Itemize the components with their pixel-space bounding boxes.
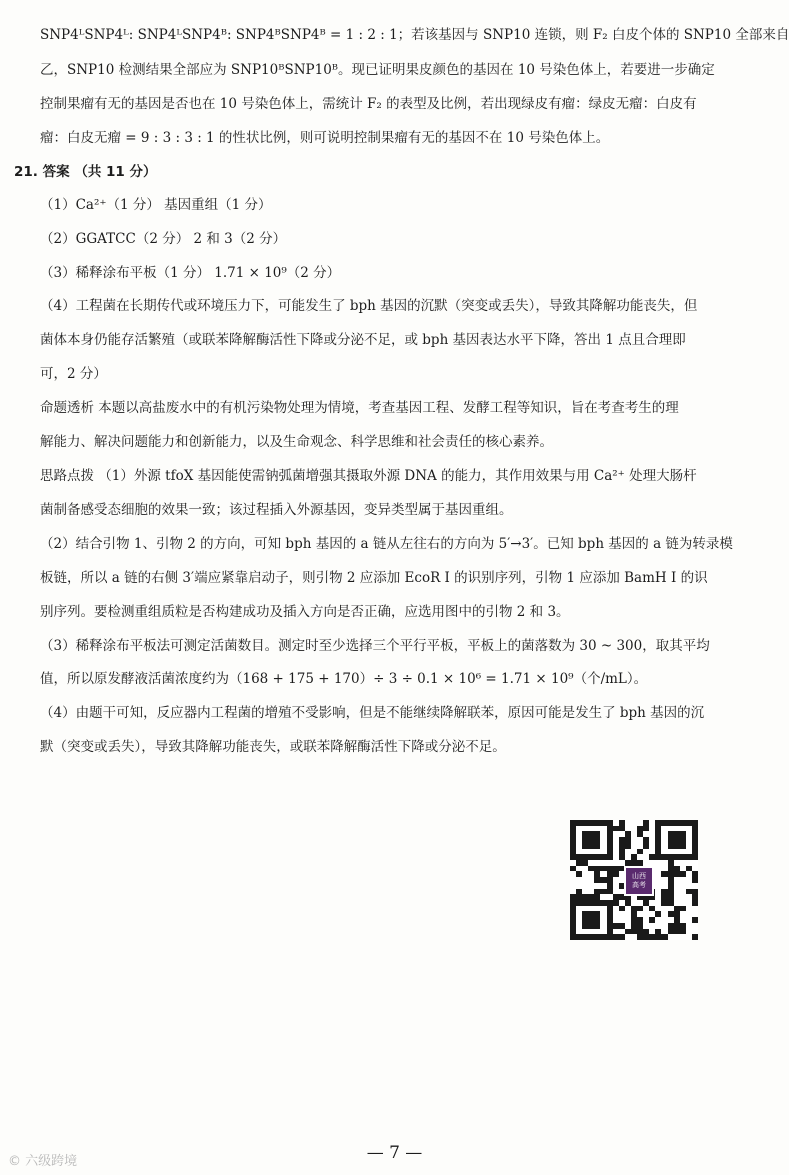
hint-paragraph: 思路点拨 （1）外源 tfoX 基因能使需钠弧菌增强其摄取外源 DNA 的能力，其作用效果与用 Ca²⁺ 处理大肠杆 [40, 468, 697, 484]
text-line: 可，2 分） [40, 366, 107, 382]
analysis-paragraph: 命题透析 本题以高盐废水中的有机污染物处理为情境，考查基因工程、发酵工程等知识，旨在考查考生的理 [40, 400, 679, 416]
text-line: 控制果瘤有无的基因是否也在 10 号染色体上，需统计 F₂ 的表型及比例，若出现绿皮有瘤：绿皮无瘤：白皮有 [40, 96, 697, 112]
text-line: 板链，所以 a 链的右侧 3′端应紧靠启动子，则引物 2 应添加 EcoR Ⅰ 的识别序列，引物 1 应添加 BamH Ⅰ 的识 [40, 570, 708, 586]
text-line: 默（突变或丢失），导致其降解功能丧失，或联苯降解酶活性下降或分泌不足。 [40, 739, 506, 755]
text-line: 值，所以原发酵液活菌浓度约为（168 + 175 + 170）÷ 3 ÷ 0.1 × 10⁶ = 1.71 × 10⁹（个/mL）。 [40, 671, 648, 687]
text-line: 乙，SNP10 检测结果全部应为 SNP10ᴮSNP10ᴮ。现已证明果皮颜色的基因在 10 号染色体上，若要进一步确定 [40, 62, 715, 78]
text-line: 别序列。要检测重组质粒是否构建成功及插入方向是否正确，应选用图中的引物 2 和 3。 [40, 604, 570, 620]
text-line: （3）稀释涂布平板法可测定活菌数目。测定时至少选择三个平行平板，平板上的菌落数为 30 ~ 300，取其平均 [40, 638, 710, 654]
answer-1: （1）Ca²⁺（1 分） 基因重组（1 分） [40, 197, 272, 213]
text-line: 解能力、解决问题能力和创新能力，以及生命观念、科学思维和社会责任的核心素养。 [40, 434, 553, 450]
qr-logo: 山西 高考 [624, 866, 654, 896]
answer-4: （4）工程菌在长期传代或环境压力下，可能发生了 bph 基因的沉默（突变或丢失），导致其降解功能丧失，但 [40, 298, 698, 314]
text-line: SNP4ᴸSNP4ᴸ: SNP4ᴸSNP4ᴮ: SNP4ᴮSNP4ᴮ = 1 : 2 : 1；若该基因与 SNP10 连锁，则 F₂ 白皮个体的 SNP10 全部来自 [40, 27, 789, 43]
answer-3: （3）稀释涂布平板（1 分） 1.71 × 10⁹（2 分） [40, 265, 341, 281]
question-21-heading: 21. 答案 （共 11 分） [14, 164, 157, 180]
text-line: 菌制备感受态细胞的效果一致；该过程插入外源基因，变异类型属于基因重组。 [40, 502, 513, 518]
page-number: — 7 — [366, 1143, 423, 1163]
text-line: 菌体本身仍能存活繁殖（或联苯降解酶活性下降或分泌不足，或 bph 基因表达水平下降，答出 1 点且合理即 [40, 332, 686, 348]
watermark: © 六级跨境 [8, 1154, 78, 1169]
text-line: 瘤：白皮无瘤 = 9 : 3 : 3 : 1 的性状比例，则可说明控制果瘤有无的基因不在 10 号染色体上。 [40, 130, 610, 146]
text-line: （4）由题干可知，反应器内工程菌的增殖不受影响，但是不能继续降解联苯，原因可能是发生了 bph 基因的沉 [40, 705, 705, 721]
answer-2: （2）GGATCC（2 分） 2 和 3（2 分） [40, 231, 287, 247]
text-line: （2）结合引物 1、引物 2 的方向，可知 bph 基因的 a 链从左往右的方向为 5′→3′。已知 bph 基因的 a 链为转录模 [40, 536, 733, 552]
